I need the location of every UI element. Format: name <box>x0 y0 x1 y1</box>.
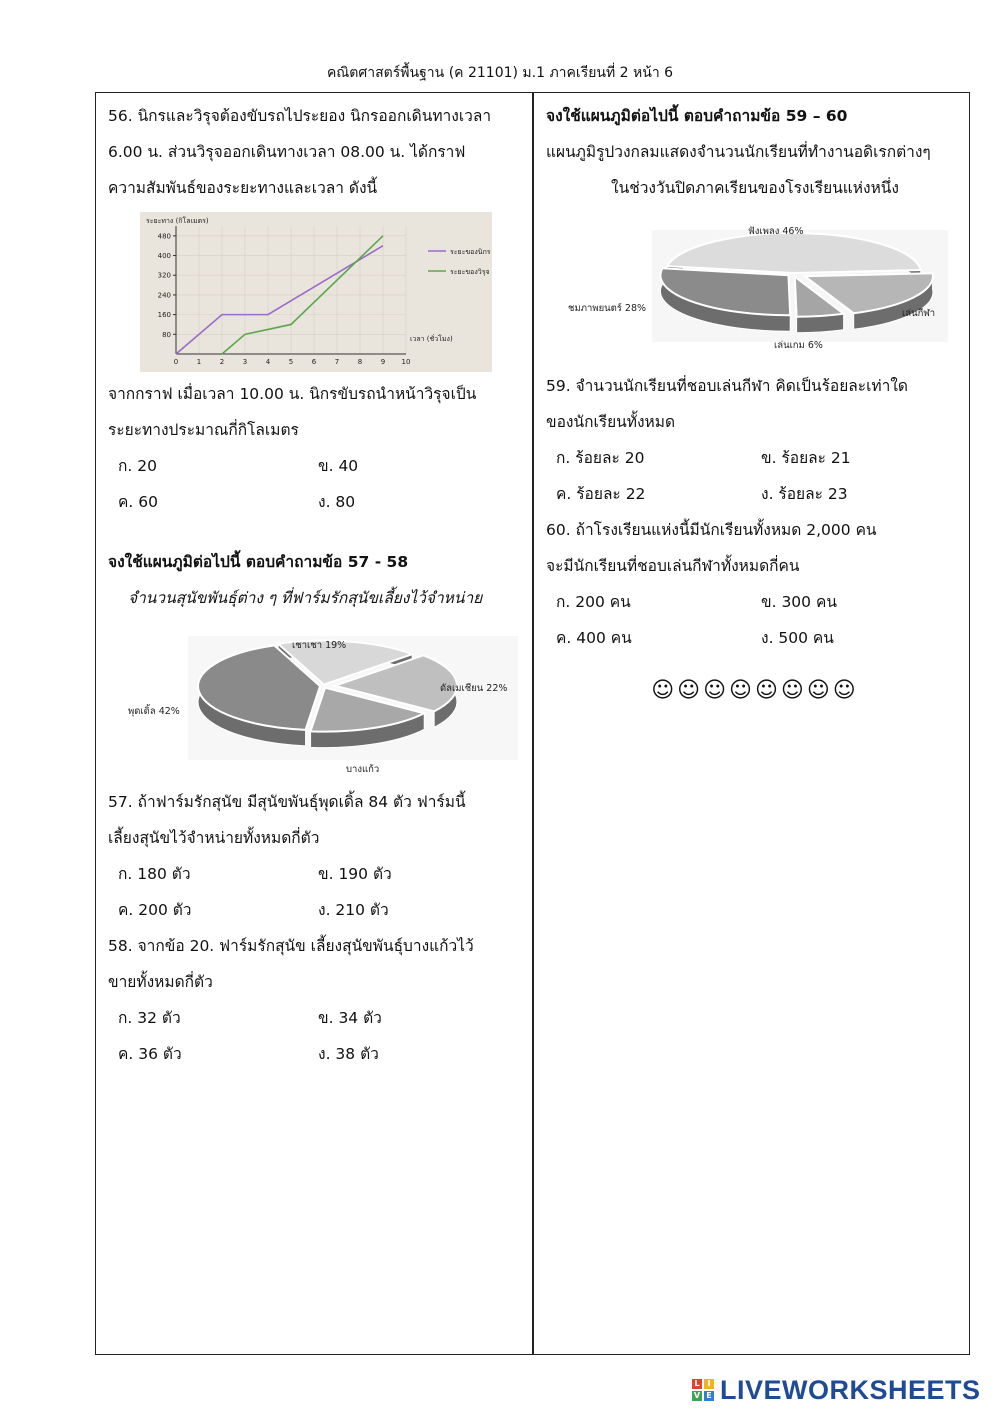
q58-text-2: ขายทั้งหมดกี่ตัว <box>108 973 213 991</box>
label-bangkaew: บางแก้ว <box>346 764 380 774</box>
column-divider <box>532 92 534 1355</box>
y-tick-label: 320 <box>157 271 171 280</box>
y-tick-label: 400 <box>157 252 171 261</box>
section-59-60-heading: จงใช้แผนภูมิต่อไปนี้ ตอบคำถามข้อ 59 – 60 <box>546 107 848 125</box>
q58-option-a[interactable]: ก. 32 ตัว <box>118 1009 181 1027</box>
x-tick-label: 4 <box>265 358 271 366</box>
section-59-60-caption-2: ในช่วงวันปิดภาคเรียนของโรงเรียนแห่งหนึ่ง <box>611 179 899 197</box>
dog-breeds-pie-chart <box>118 624 518 774</box>
brand-logo-letter: L <box>692 1379 702 1389</box>
x-tick-label: 5 <box>288 358 294 366</box>
legend-label-wiruj: ระยะของวิรุจ <box>450 268 490 276</box>
q60-text-1: 60. ถ้าโรงเรียนแห่งนี้มีนักเรียนทั้งหมด 2,000 คน <box>546 521 877 539</box>
q58-options-row-2 <box>108 1036 524 1072</box>
q59-text-1: 59. จำนวนนักเรียนที่ชอบเล่นกีฬา คิดเป็นร้อยละเท่าใด <box>546 377 908 395</box>
q59-text-2: ของนักเรียนทั้งหมด <box>546 413 676 431</box>
x-tick-label: 10 <box>401 358 411 366</box>
right-column <box>546 98 964 703</box>
brand-logo-letter: E <box>704 1391 714 1401</box>
y-axis-label: ระยะทาง (กิโลเมตร) <box>146 217 209 225</box>
q56-question-1: จากกราฟ เมื่อเวลา 10.00 น. นิกรขับรถนำหน้าวิรุจเป็น <box>108 385 477 403</box>
q59-option-c[interactable]: ค. ร้อยละ 22 <box>556 485 646 503</box>
y-tick-label: 160 <box>157 311 171 320</box>
legend-label-nikorn: ระยะของนิกร <box>450 248 491 256</box>
x-tick-label: 1 <box>196 358 202 366</box>
q59-options-row-1 <box>546 440 964 476</box>
x-tick-label: 6 <box>311 358 317 366</box>
x-tick-label: 8 <box>357 358 363 366</box>
label-music: ฟังเพลง 46% <box>748 226 804 237</box>
page-header: คณิตศาสตร์พื้นฐาน (ค 21101) ม.1 ภาคเรียนที่ 2 หน้า 6 <box>326 65 674 81</box>
liveworksheets-brand <box>692 1374 981 1406</box>
x-tick-label: 0 <box>173 358 179 366</box>
q60-option-b[interactable]: ข. 300 คน <box>761 593 837 611</box>
label-poodle: พุดเดิ้ล 42% <box>128 706 180 717</box>
q56-text-2: 6.00 น. ส่วนวิรุจออกเดินทางเวลา 08.00 น. ได้กราฟ <box>108 143 466 161</box>
section-57-58-caption: จำนวนสุนัขพันธุ์ต่าง ๆ ที่ฟาร์มรักสุนัขเลี้ยงไว้จำหน่าย <box>128 589 483 607</box>
brand-logo-letter: I <box>704 1379 714 1389</box>
q57-text-2: เลี้ยงสุนัขไว้จำหน่ายทั้งหมดกี่ตัว <box>108 829 320 847</box>
label-movies: ชมภาพยนตร์ 28% <box>568 303 647 314</box>
q60-option-d[interactable]: ง. 500 คน <box>761 629 834 647</box>
q58-option-b[interactable]: ข. 34 ตัว <box>318 1009 382 1027</box>
label-sports: เล่นกีฬา <box>902 308 936 319</box>
q56-text-1: 56. นิกรและวิรุจต้องขับรถไประยอง นิกรออกเดินทางเวลา <box>108 107 492 125</box>
left-column <box>108 98 524 1072</box>
y-tick-label: 480 <box>157 232 171 241</box>
q60-option-a[interactable]: ก. 200 คน <box>556 593 631 611</box>
x-tick-label: 3 <box>242 358 248 366</box>
q58-text-1: 58. จากข้อ 20. ฟาร์มรักสุนัข เลี้ยงสุนัขพันธุ์บางแก้วไว้ <box>108 937 474 955</box>
q57-options-row-2 <box>108 892 524 928</box>
q57-text-1: 57. ถ้าฟาร์มรักสุนัข มีสุนัขพันธุ์พุดเดิ้ล 84 ตัว ฟาร์มนี้ <box>108 793 466 811</box>
x-tick-label: 2 <box>219 358 225 366</box>
q60-option-c[interactable]: ค. 400 คน <box>556 629 632 647</box>
q57-options-row-1 <box>108 856 524 892</box>
y-tick-label: 240 <box>157 291 171 300</box>
q56-option-c[interactable]: ค. 60 <box>118 493 158 511</box>
x-tick-label: 7 <box>334 358 340 366</box>
q56-option-a[interactable]: ก. 20 <box>118 457 157 475</box>
x-axis-label: เวลา (ชั่วโมง) <box>410 335 453 343</box>
q56-question-2: ระยะทางประมาณกี่กิโลเมตร <box>108 421 299 439</box>
q57-option-c[interactable]: ค. 200 ตัว <box>118 901 192 919</box>
distance-time-line-chart <box>140 212 492 372</box>
q59-option-b[interactable]: ข. ร้อยละ 21 <box>761 449 851 467</box>
q59-option-a[interactable]: ก. ร้อยละ 20 <box>556 449 645 467</box>
q58-option-c[interactable]: ค. 36 ตัว <box>118 1045 182 1063</box>
brand-wordmark: LIVEWORKSHEETS <box>720 1374 981 1405</box>
label-games: เล่นเกม 6% <box>774 340 823 351</box>
brand-logo-letter: V <box>693 1391 701 1400</box>
section-57-58-heading: จงใช้แผนภูมิต่อไปนี้ ตอบคำถามข้อ 57 - 58 <box>108 553 409 571</box>
x-tick-label: 9 <box>380 358 386 366</box>
q56-option-b[interactable]: ข. 40 <box>318 457 359 475</box>
q60-options-row-1 <box>546 584 964 620</box>
q56-text-3: ความสัมพันธ์ของระยะทางและเวลา ดังนี้ <box>108 179 378 197</box>
q59-option-d[interactable]: ง. ร้อยละ 23 <box>761 485 848 503</box>
brand-logo-icon <box>692 1379 714 1401</box>
q57-option-d[interactable]: ง. 210 ตัว <box>318 901 389 919</box>
label-chow-chow: เชาเชา 19% <box>292 640 347 651</box>
hobbies-pie-chart <box>548 216 958 356</box>
q56-options-row-2 <box>108 484 524 520</box>
q56-options-row-1 <box>108 448 524 484</box>
section-59-60-caption-1: แผนภูมิรูปวงกลมแสดงจำนวนนักเรียนที่ทำงานอดิเรกต่างๆ <box>546 143 931 161</box>
smiley-decoration: ☺☺☺☺☺☺☺☺ <box>651 678 859 703</box>
y-tick-label: 80 <box>162 330 171 339</box>
q57-option-b[interactable]: ข. 190 ตัว <box>318 865 392 883</box>
q60-text-2: จะมีนักเรียนที่ชอบเล่นกีฬาทั้งหมดกี่คน <box>546 557 800 575</box>
label-dalmatian: ดัลเมเชียน 22% <box>440 683 508 694</box>
q59-options-row-2 <box>546 476 964 512</box>
q58-options-row-1 <box>108 1000 524 1036</box>
q56-option-d[interactable]: ง. 80 <box>318 493 356 511</box>
q57-option-a[interactable]: ก. 180 ตัว <box>118 865 191 883</box>
q60-options-row-2 <box>546 620 964 656</box>
q58-option-d[interactable]: ง. 38 ตัว <box>318 1045 379 1063</box>
